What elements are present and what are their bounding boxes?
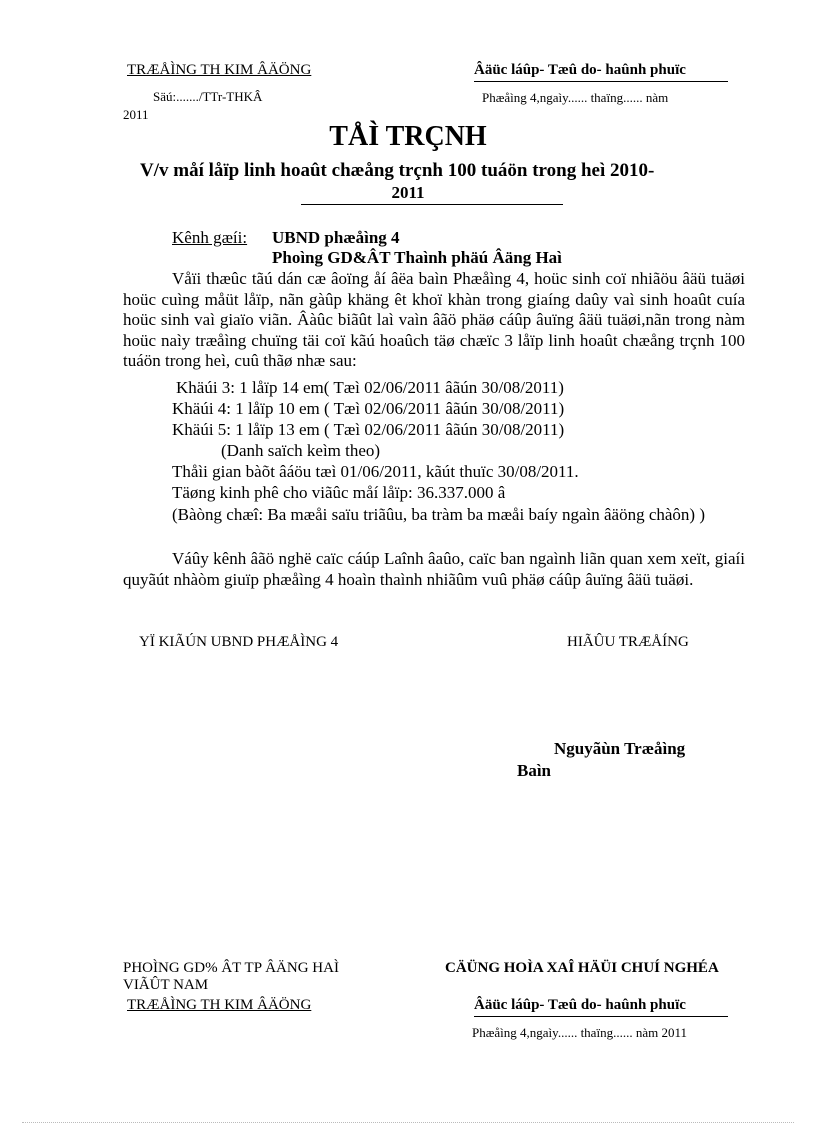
motto: Âäüc láûp- Tæû do- haûnh phuïc (474, 62, 686, 78)
recipient-label: Kênh gæíi: (172, 228, 248, 247)
body-paragraph: Våïi thæûc tãú dán cæ âoïng åí âëa baìn Phæåìng 4, hoüc sinh coï nhiãöu âäü tuäøi hoüc cuìng måüt låïp, nãn gàûp khäng êt khoï khàn trong giaíng daûy vaì sinh hoaût cuía hoüc sinh vaì giaïo viãn. Âàûc biãût laì vaìn âãö phäø cáûp âuïng âäü tuäøi,nãn trong nàm hoüc naìy træåìng chuïng täi coï kãú hoaûch täø chæïc 3 låïp linh hoaût chæång trçnh 100 tuáön trong heì, cuû thãø nhæ sau: (123, 269, 745, 370)
principal-label: HIÃÛU TRÆÅÍNG (567, 634, 689, 650)
cost-in-words: (Bàòng chæî: Ba mæåi saïu triãûu, ba tràm ba mæåi baíy ngaìn âäöng chàôn) ) (172, 505, 705, 524)
footer-motto: Âäüc láûp- Tæû do- haûnh phuïc (474, 997, 686, 1013)
recipient-1: UBND phæåìng 4 (272, 228, 400, 247)
time-period: Thåìi gian bàõt âáöu tæì 01/06/2011, kãút thuïc 30/08/2011. (172, 462, 579, 481)
document-title: TÅÌ TRÇNH (329, 121, 487, 152)
subject-underline (301, 204, 563, 205)
class-grade-4: Khäúi 4: 1 låïp 10 em ( Tæì 02/06/2011 âãún 30/08/2011) (172, 399, 565, 418)
recipient-2: Phoìng GD&ÂT Thaình phäú Âäng Haì (272, 248, 562, 267)
footer-motto-underline (474, 1016, 728, 1017)
closing-paragraph: Váûy kênh âãö nghë caïc cáúp Laînh âaûo, caïc ban ngaình liãn quan xem xeït, giaíi quyãút nhàòm giuïp phæåìng 4 hoaìn thaình nhiãûm vuû phäø cáûp âuïng âäü tuäøi. (123, 549, 745, 589)
office-name-continued: VIÃÛT NAM (123, 977, 209, 993)
attachment-note: (Danh saïch keìm theo) (221, 441, 381, 460)
document-number: Säú:......./TTr-THKÂ (153, 89, 263, 104)
signer-name-line-2: Baìn (517, 761, 552, 780)
subject-line-2: 2011 (391, 183, 425, 202)
class-grade-3: Khäúi 3: 1 låïp 14 em( Tæì 02/06/2011 âãún 30/08/2011) (176, 378, 564, 397)
ubnd-opinion-label: YÏ KIÃÚN UBND PHÆÅÌNG 4 (139, 634, 339, 650)
motto-underline (474, 81, 728, 82)
subject-line-1: V/v måí låïp linh hoaût chæång trçnh 100 tuáön trong heì 2010- (140, 160, 655, 181)
date-line: Phæåìng 4,ngaìy...... thaïng...... nàm (482, 90, 669, 105)
total-cost: Täøng kinh phê cho viãûc måí låïp: 36.337.000 â (172, 483, 506, 502)
year-fragment: 2011 (123, 107, 149, 122)
school-name: TRÆÅÌNG TH KIM ÂÄÖNG (127, 62, 312, 78)
republic-heading: CÄÜNG HOÌA XAÎ HÄÜI CHUÍ NGHÉA (445, 960, 719, 976)
office-name: PHOÌNG GD% ÂT TP ÂÄNG HAÌ (123, 960, 339, 976)
class-grade-5: Khäúi 5: 1 låïp 13 em ( Tæì 02/06/2011 âãún 30/08/2011) (172, 420, 565, 439)
signer-name-line-1: Nguyãùn Træåìng (554, 739, 686, 758)
footer-date-line: Phæåìng 4,ngaìy...... thaïng...... nàm 2011 (472, 1025, 687, 1040)
footer-school-name: TRÆÅÌNG TH KIM ÂÄÖNG (127, 997, 312, 1013)
